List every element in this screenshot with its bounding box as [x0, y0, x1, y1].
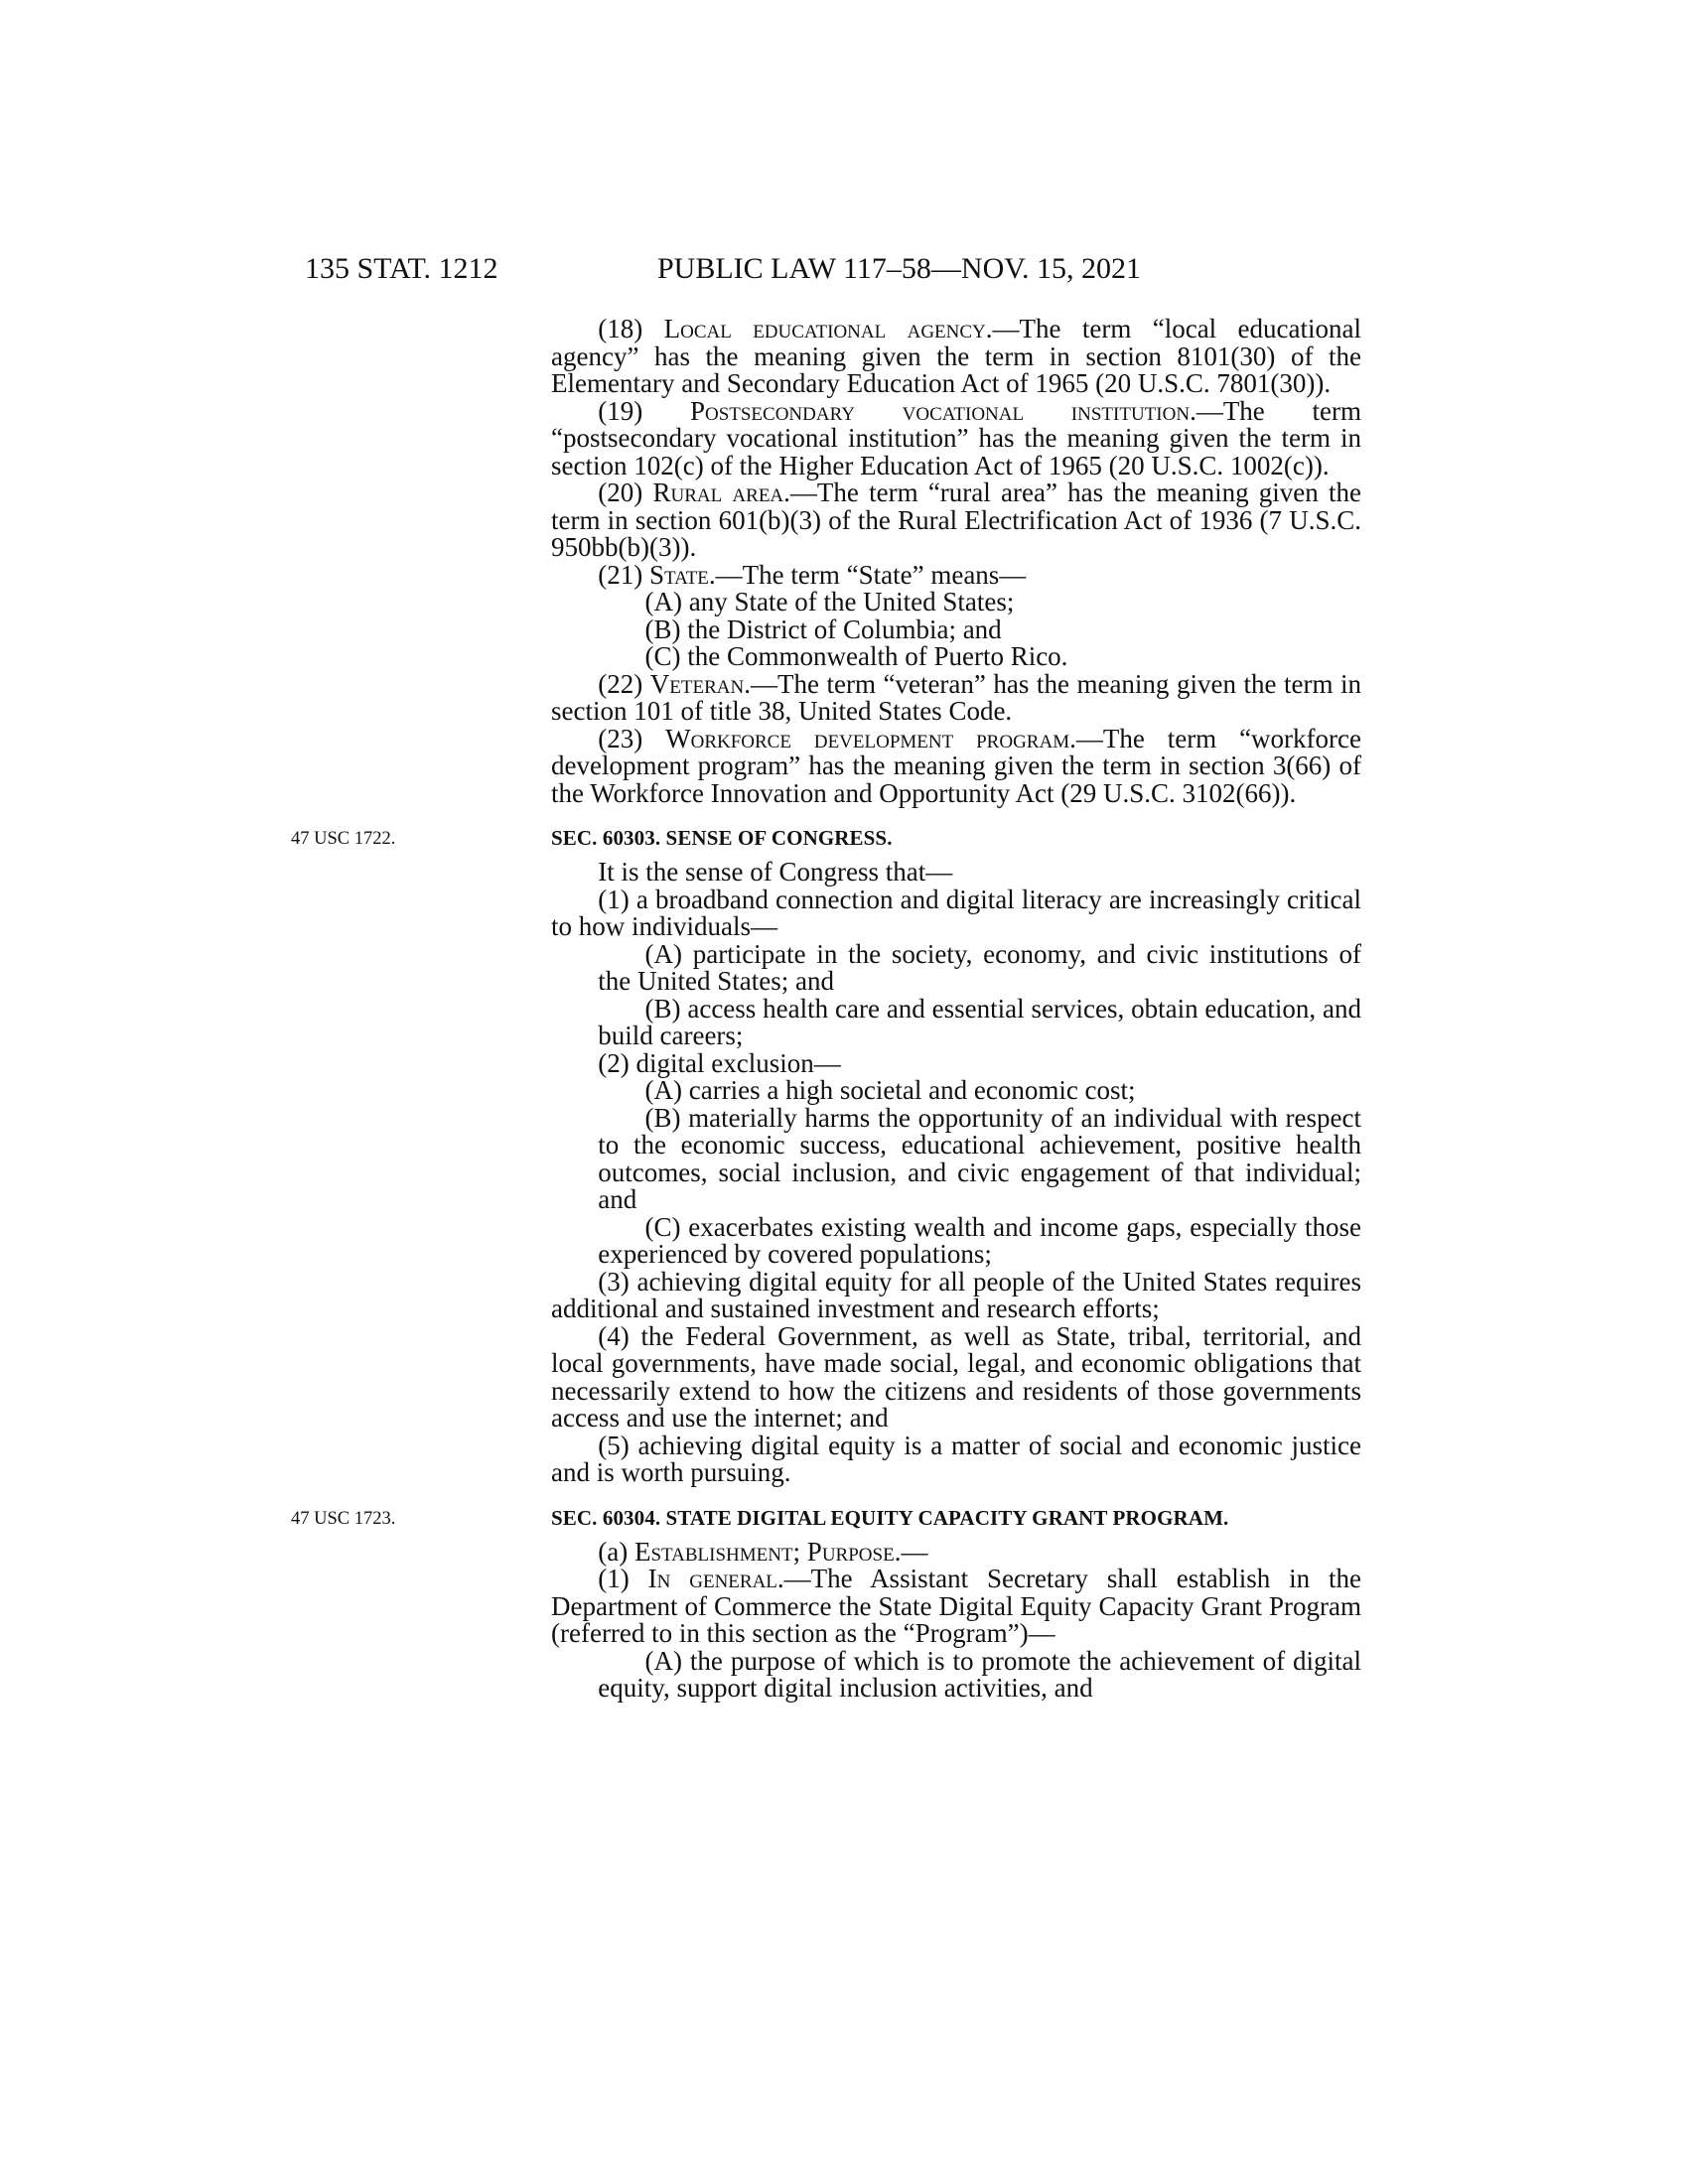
paragraph-2-c: (C) exacerbates existing wealth and income gaps, especially those experienced by covered populations;	[598, 1211, 1361, 1269]
paragraph-3: (3) achieving digital equity for all people of the United States requires additional and sustained investment and research efforts;	[551, 1266, 1361, 1323]
section-60304-heading	[291, 1503, 1361, 1533]
definition-21-b: (B) the District of Columbia; and	[644, 614, 1002, 644]
definition-22: (22) Veteran.—The term “veteran” has the meaning given the term in section 101 of title 38, United States Code.	[551, 668, 1361, 726]
paragraph-1: (1) a broadband connection and digital literacy are increasingly critical to how individuals—	[551, 884, 1361, 941]
section-title: SEC. 60303. SENSE OF CONGRESS.	[551, 826, 893, 850]
section-title: SEC. 60304. STATE DIGITAL EQUITY CAPACITY GRANT PROGRAM.	[551, 1505, 1229, 1530]
paragraph-1-b: (B) access health care and essential services, obtain education, and build careers;	[598, 993, 1361, 1050]
usc-margin-note: 47 USC 1723.	[291, 1508, 396, 1529]
section-60303-heading	[291, 823, 1361, 853]
subsection-a-1-a: (A) the purpose of which is to promote the achievement of digital equity, support digital inclusion activities, and	[598, 1645, 1361, 1703]
paragraph-5: (5) achieving digital equity is a matter of social and economic justice and is worth pursuing.	[551, 1430, 1361, 1487]
definition-21-c: (C) the Commonwealth of Puerto Rico.	[644, 641, 1068, 671]
subsection-a-1: (1) In general.—The Assistant Secretary shall establish in the Department of Commerce the State Digital Equity Capacity Grant Program (referred to in this section as the “Program”)—	[551, 1564, 1361, 1648]
sense-intro: It is the sense of Congress that—	[598, 857, 953, 887]
statute-page-number: 135 STAT. 1212	[305, 252, 498, 285]
definition-20: (20) Rural area.—The term “rural area” has the meaning given the term in section 601(b)(3) of the Rural Electrification Act of 1936 (7 U.S.C. 950bb(b)(3)).	[551, 478, 1361, 562]
paragraph-1-a: (A) participate in the society, economy, and civic institutions of the United States; and	[598, 938, 1361, 996]
definition-21: (21) State.—The term “State” means—	[598, 559, 1027, 590]
definition-19: (19) Postsecondary vocational institution.—The term “postsecondary vocational institution” has the meaning given the term in section 102(c) of the Higher Education Act of 1965 (20 U.S.C. 1002(c)).	[551, 395, 1361, 480]
running-header: PUBLIC LAW 117–58—NOV. 15, 2021	[657, 252, 1142, 285]
subsection-a-heading: (a) Establishment; Purpose.—	[598, 1536, 928, 1567]
paragraph-2-b: (B) materially harms the opportunity of an individual with respect to the economic success, educational achievement, positive health outcomes, social inclusion, and civic engagement of that individual; and	[598, 1102, 1361, 1214]
definition-23: (23) Workforce development program.—The term “workforce development program” has the meaning given the term in section 3(66) of the Workforce Innovation and Opportunity Act (29 U.S.C. 3102(66)).	[551, 723, 1361, 808]
usc-margin-note: 47 USC 1722.	[291, 829, 396, 849]
paragraph-4: (4) the Federal Government, as well as State, tribal, territorial, and local governments, have made social, legal, and economic obligations that necessarily extend to how the citizens and residents of those governments access and use the internet; and	[551, 1320, 1361, 1433]
definition-18: (18) Local educational agency.—The term “local educational agency” has the meaning given the term in section 8101(30) of the Elementary and Secondary Education Act of 1965 (20 U.S.C. 7801(30)).	[551, 314, 1361, 398]
document-body	[291, 314, 1361, 1703]
definition-21-a: (A) any State of the United States;	[644, 587, 1015, 616]
paragraph-2-a: (A) carries a high societal and economic cost;	[644, 1075, 1136, 1105]
paragraph-2: (2) digital exclusion—	[598, 1047, 841, 1078]
